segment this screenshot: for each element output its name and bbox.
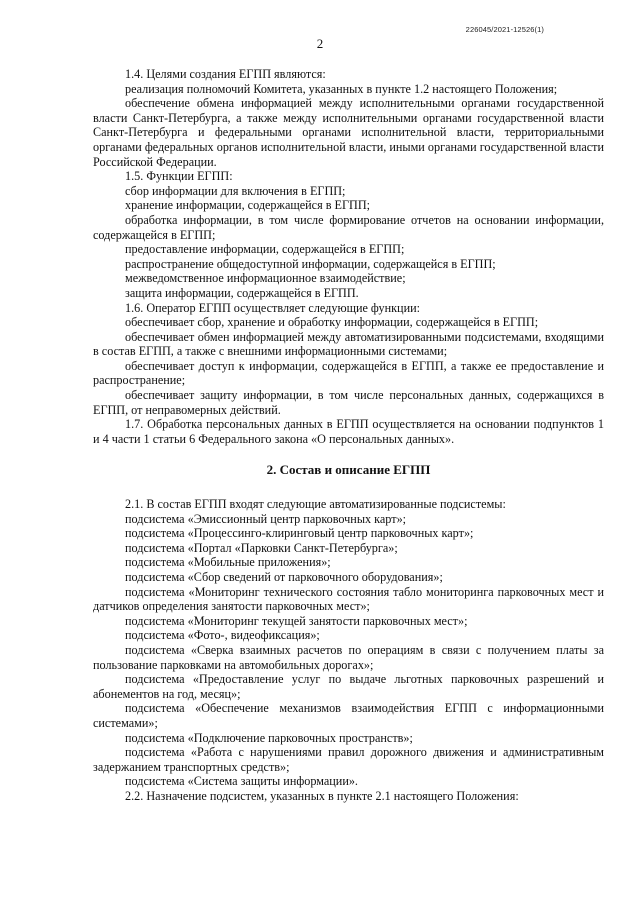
list-item: подсистема «Мобильные приложения»; [125, 555, 331, 570]
document-body [93, 67, 604, 804]
list-item: обеспечивает защиту информации, в том числе персональных данных, содержащихся в ЕГПП, от неправомерных действий. [93, 388, 604, 417]
list-item: обеспечивает сбор, хранение и обработку информации, содержащейся в ЕГПП; [125, 315, 539, 330]
paragraph: 1.5. Функции ЕГПП: [125, 169, 233, 184]
paragraph: 1.4. Целями создания ЕГПП являются: [125, 67, 326, 81]
list-item: подсистема «Мониторинг технического состояния табло мониторинга парковочных мест и датчиков определения занятости парковочных мест»; [93, 584, 604, 614]
list-item: хранение информации, содержащейся в ЕГПП; [125, 198, 371, 213]
list-item: подсистема «Подключение парковочных пространств»; [125, 730, 413, 745]
list-item: подсистема «Сбор сведений от парковочного оборудования»; [125, 570, 443, 584]
list-item: подсистема «Предоставление услуг по выдаче льготных парковочных разрешений и абонементов на год, месяц»; [93, 672, 604, 701]
list-item: подсистема «Обеспечение механизмов взаимодействия ЕГПП с информационными системами»; [93, 701, 604, 730]
list-item: подсистема «Эмиссионный центр парковочных карт»; [125, 511, 407, 526]
list-item: защита информации, содержащейся в ЕГПП. [125, 285, 359, 300]
list-item: обеспечивает обмен информацией между автоматизированными подсистемами, входящими в состав ЕГПП, а также с внешними информационными системами; [93, 329, 604, 359]
list-item: подсистема «Процессинго-клиринговый центр парковочных карт»; [125, 526, 474, 541]
section-heading: 2. Состав и описание ЕГПП [266, 462, 431, 478]
list-item: подсистема «Мониторинг текущей занятости парковочных мест»; [125, 613, 468, 628]
list-item: подсистема «Фото-, видеофиксация»; [125, 628, 320, 643]
document-number: 226045/2021-12526(1) [465, 25, 544, 34]
paragraph: 2.1. В состав ЕГПП входят следующие автоматизированные подсистемы: [125, 497, 506, 512]
page-number: 2 [316, 36, 324, 51]
list-item: обработка информации, в том числе формирование отчетов на основании информации, содержащейся в ЕГПП; [93, 212, 604, 242]
paragraph: 1.7. Обработка персональных данных в ЕГПП осуществляется на основании подпунктов 1 и 4 части 1 статьи 6 Федерального закона «О персональных данных». [93, 417, 604, 446]
list-item: подсистема «Работа с нарушениями правил дорожного движения и административным задержанием транспортных средств»; [93, 745, 604, 774]
list-item: подсистема «Система защиты информации». [125, 774, 358, 789]
list-item: распространение общедоступной информации, содержащейся в ЕГПП; [125, 256, 496, 271]
paragraph: реализация полномочий Комитета, указанных в пункте 1.2 настоящего Положения; [125, 81, 558, 96]
list-item: сбор информации для включения в ЕГПП; [125, 183, 346, 198]
paragraph: 2.2. Назначение подсистем, указанных в пункте 2.1 настоящего Положения: [125, 788, 519, 803]
paragraph: 1.6. Оператор ЕГПП осуществляет следующие функции: [125, 300, 421, 315]
list-item: обеспечивает доступ к информации, содержащейся в ЕГПП, а также ее предоставление и распространение; [93, 358, 604, 388]
list-item: межведомственное информационное взаимодействие; [125, 271, 406, 286]
list-item: предоставление информации, содержащейся в ЕГПП; [125, 242, 405, 257]
list-item: подсистема «Портал «Парковки Санкт-Петербурга»; [125, 540, 398, 555]
list-item: подсистема «Сверка взаимных расчетов по операциям в связи с получением платы за пользование парковками на автомобильных дорогах»; [93, 642, 604, 672]
paragraph: обеспечение обмена информацией между исполнительными органами государственной власти Санкт-Петербурга, а также между исполнительными органами государственной власти Санкт-Петербурга и федеральными органами исполнительной власти, территориальными органами федеральных органов исполнительной власти, иными органами государственной власти Российской Федерации. [93, 96, 604, 169]
